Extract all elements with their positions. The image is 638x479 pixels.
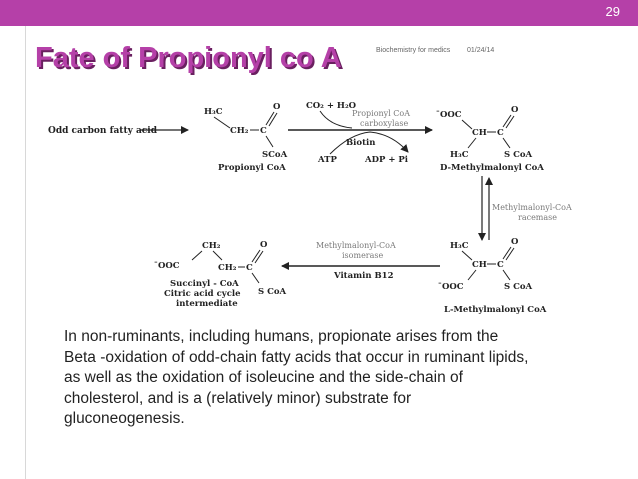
bond [252, 273, 259, 283]
l-name: L-Methylmalonyl CoA [444, 305, 547, 315]
carboxylase-enzyme-1: Propionyl CoA [352, 109, 411, 118]
d-name: D-Methylmalonyl CoA [440, 163, 544, 173]
d-c: C [497, 128, 504, 138]
propionyl-ch2: CH₂ [230, 126, 249, 136]
bond [468, 270, 476, 280]
s-name-2: Citric acid cycle [164, 289, 241, 299]
bond [503, 138, 510, 148]
slide-title: Fate of Propionyl co A [35, 42, 342, 74]
body-line: cholesterol, and is a (relatively minor) substrate for [64, 389, 412, 407]
body-line: gluconeogenesis. [64, 410, 185, 427]
footer-date: 01/24/14 [467, 47, 495, 54]
s-name-1: Succinyl - CoA [170, 279, 239, 289]
l-ch: CH [472, 260, 487, 270]
propionyl-coa-structure [204, 102, 288, 173]
isomerase-label-2: isomerase [342, 251, 384, 260]
propionyl-h3c: H₃C [204, 107, 223, 117]
bond [266, 112, 274, 125]
body-line: In non-ruminants, including humans, propionate arises from the [64, 328, 499, 345]
d-h3c: H₃C [450, 150, 469, 160]
d-ch: CH [472, 128, 487, 138]
body-line: as well as the oxidation of isoleucine and the side-chain of [64, 369, 463, 386]
s-c: C [246, 263, 253, 273]
l-c: C [497, 260, 504, 270]
bond [462, 120, 472, 129]
body-line: Beta -oxidation of odd-chain fatty acids that occur in ruminant lipids, [64, 348, 529, 366]
isomerase-label-1: Methylmalonyl-CoA [316, 241, 396, 250]
bond [255, 251, 263, 263]
bond [269, 113, 277, 126]
bond [506, 248, 514, 260]
adp-label: ADP + Pi [365, 155, 409, 165]
l-methylmalonyl-structure [438, 237, 547, 315]
bond [506, 116, 514, 128]
propionyl-scoa: SCoA [262, 150, 288, 160]
bond [503, 270, 510, 280]
bond [252, 250, 260, 262]
propionyl-name: Propionyl CoA [218, 163, 286, 173]
s-ch2-top: CH₂ [202, 241, 221, 251]
d-scoa: S CoA [504, 150, 533, 160]
l-scoa: S CoA [504, 282, 533, 292]
co2-label: CO₂ + H₂O [306, 101, 357, 111]
racemase-label-1: Methylmalonyl-CoA [492, 203, 572, 212]
l-o: O [511, 237, 519, 247]
body-paragraph [64, 327, 624, 430]
propionyl-o: O [273, 102, 281, 112]
carboxylase-enzyme-2: carboxylase [360, 119, 409, 128]
s-ch2: CH₂ [218, 263, 237, 273]
vitamin-b12-label: Vitamin B12 [334, 271, 394, 281]
bond [214, 117, 230, 128]
bond [213, 251, 222, 260]
footer-text: Biochemistry for medics [376, 47, 451, 54]
l-h3c: H₃C [450, 241, 469, 251]
propionyl-c: C [260, 126, 267, 136]
s-o: O [260, 240, 268, 250]
s-ooc: ̄OOC [158, 261, 180, 271]
atp-label: ATP [318, 155, 337, 165]
bond [192, 251, 202, 260]
bond [503, 115, 511, 127]
top-bar [0, 0, 638, 26]
odd-carbon-label: Odd carbon fatty acid [48, 126, 157, 136]
d-methylmalonyl-structure [436, 105, 544, 173]
bond [266, 136, 273, 147]
succinyl-coa-structure [154, 240, 287, 309]
s-name-3: intermediate [176, 299, 238, 309]
racemase-label-2: racemase [518, 213, 558, 222]
slide-number: 29 [605, 4, 620, 19]
bond [462, 251, 472, 260]
biotin-label: Biotin [346, 138, 376, 148]
left-divider [25, 26, 26, 479]
d-ooc: ̄OOC [440, 110, 462, 120]
d-o: O [511, 105, 519, 115]
bond [503, 247, 511, 259]
bond [468, 138, 476, 148]
pathway-diagram [30, 90, 610, 322]
s-scoa: S CoA [258, 287, 287, 297]
l-ooc: ̄OOC [442, 282, 464, 292]
co2-curve [320, 111, 352, 128]
